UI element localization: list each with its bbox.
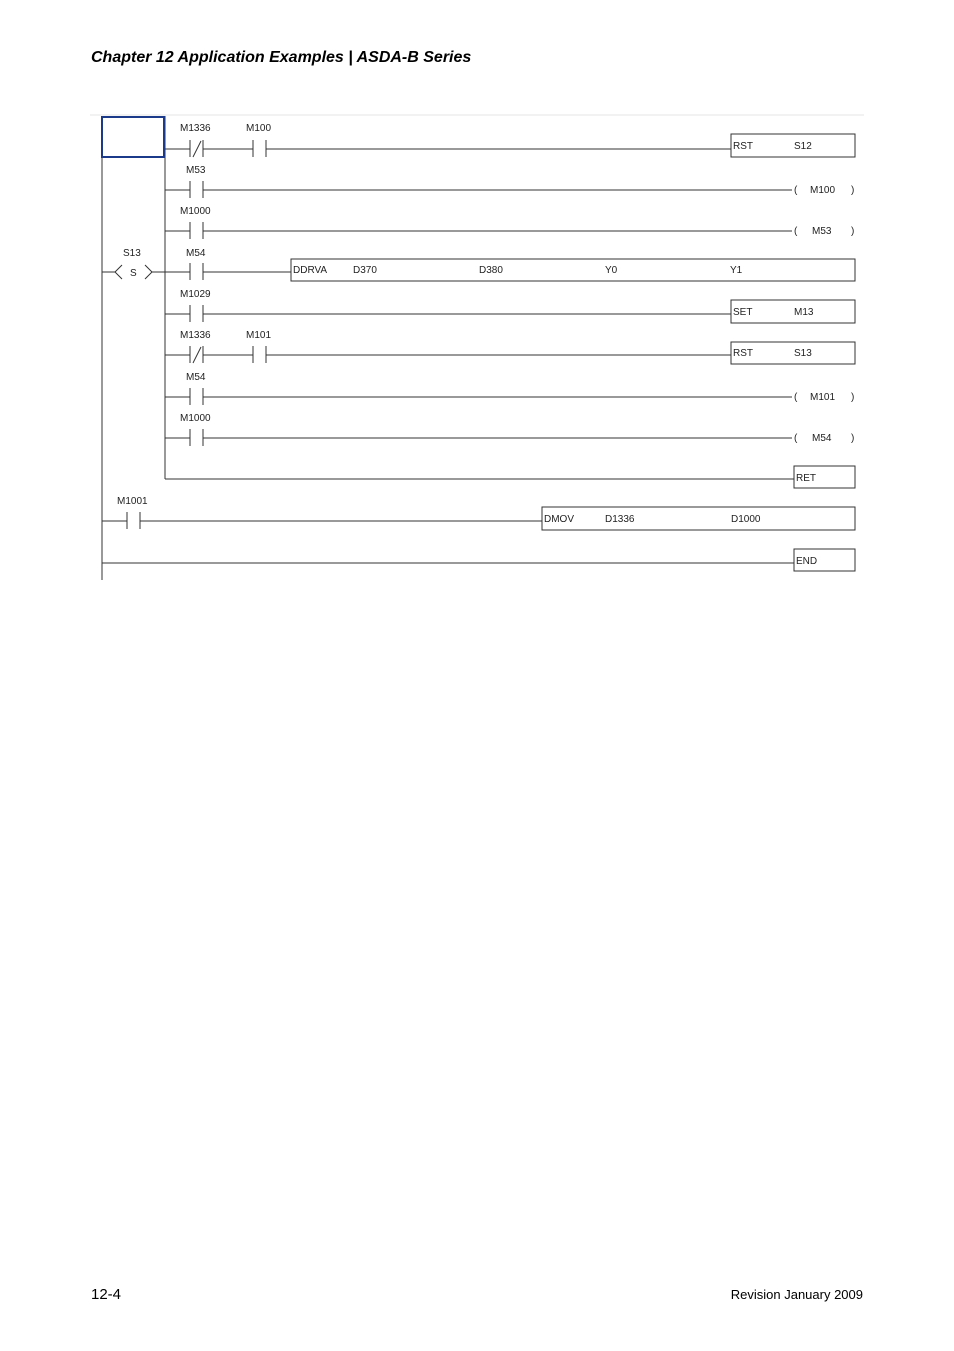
rung-11	[102, 549, 855, 571]
revision-note: Revision January 2009	[730, 1287, 863, 1302]
instruction-arg: D370	[353, 265, 377, 276]
contact-label: M1001	[117, 496, 148, 507]
rung-9	[165, 466, 855, 488]
rung-1	[165, 123, 855, 157]
no-contact-M54[interactable]	[190, 263, 203, 280]
coil-M53[interactable]	[794, 226, 854, 237]
contact-label: M54	[186, 248, 206, 259]
step-label: S13	[123, 248, 141, 259]
svg-text:(: (	[794, 226, 798, 237]
contact-label: M1336	[180, 123, 211, 134]
coil-label: M54	[812, 433, 832, 444]
instruction-op: DDRVA	[293, 265, 328, 276]
instruction-op: SET	[733, 307, 753, 318]
svg-text:(: (	[794, 392, 798, 403]
coil-M54[interactable]	[794, 433, 854, 444]
svg-text:(: (	[794, 433, 798, 444]
svg-text:): )	[851, 226, 855, 237]
no-contact-M1000[interactable]	[190, 222, 203, 239]
instruction-arg: D1000	[731, 514, 761, 525]
no-contact-M101[interactable]	[253, 346, 266, 363]
contact-label: M53	[186, 165, 206, 176]
instruction-arg: M13	[794, 307, 814, 318]
instruction-box-DMOV[interactable]	[542, 507, 855, 530]
instruction-arg: D1336	[605, 514, 635, 525]
contact-label: M1000	[180, 206, 211, 217]
contact-label: M100	[246, 123, 272, 134]
rung-3	[165, 206, 854, 239]
rung-8	[165, 413, 854, 446]
no-contact-M1001[interactable]	[127, 512, 140, 529]
page-number: 12-4	[91, 1286, 122, 1303]
coil-label: M100	[810, 185, 836, 196]
instruction-op: RET	[796, 473, 816, 484]
instruction-op: END	[796, 556, 818, 567]
svg-text:(: (	[794, 185, 798, 196]
contact-label: M54	[186, 372, 206, 383]
rung-6	[165, 330, 855, 364]
svg-text:): )	[851, 433, 855, 444]
step-symbol: S	[130, 268, 137, 279]
ladder-diagram	[0, 0, 954, 600]
instruction-arg: D380	[479, 265, 503, 276]
svg-text:): )	[851, 392, 855, 403]
coil-M101[interactable]	[794, 392, 854, 403]
no-contact-M54[interactable]	[190, 388, 203, 405]
no-contact-M1000[interactable]	[190, 429, 203, 446]
instruction-op: RST	[733, 348, 753, 359]
nc-contact-M1336[interactable]	[190, 346, 203, 363]
rung-7	[165, 372, 854, 405]
no-contact-M100[interactable]	[253, 140, 266, 157]
coil-label: M101	[810, 392, 836, 403]
no-contact-M53[interactable]	[190, 181, 203, 198]
step-S13[interactable]	[102, 248, 165, 279]
rung-10	[102, 496, 855, 530]
contact-label: M101	[246, 330, 272, 341]
instruction-op: DMOV	[544, 514, 574, 525]
selected-cell[interactable]	[102, 117, 164, 157]
no-contact-M1029[interactable]	[190, 305, 203, 322]
svg-text:): )	[851, 185, 855, 196]
rung-2	[165, 165, 854, 198]
instruction-arg: Y0	[605, 265, 618, 276]
contact-label: M1029	[180, 289, 211, 300]
rung-5	[165, 289, 855, 323]
instruction-op: RST	[733, 141, 753, 152]
contact-label: M1000	[180, 413, 211, 424]
nc-contact-M1336[interactable]	[190, 140, 203, 157]
instruction-arg: S13	[794, 348, 812, 359]
coil-M100[interactable]	[794, 185, 854, 196]
instruction-arg: S12	[794, 141, 812, 152]
coil-label: M53	[812, 226, 832, 237]
instruction-arg: Y1	[730, 265, 743, 276]
chapter-header: Chapter 12 Application Examples | ASDA-B Series	[91, 49, 472, 66]
contact-label: M1336	[180, 330, 211, 341]
rung-4	[165, 248, 855, 281]
